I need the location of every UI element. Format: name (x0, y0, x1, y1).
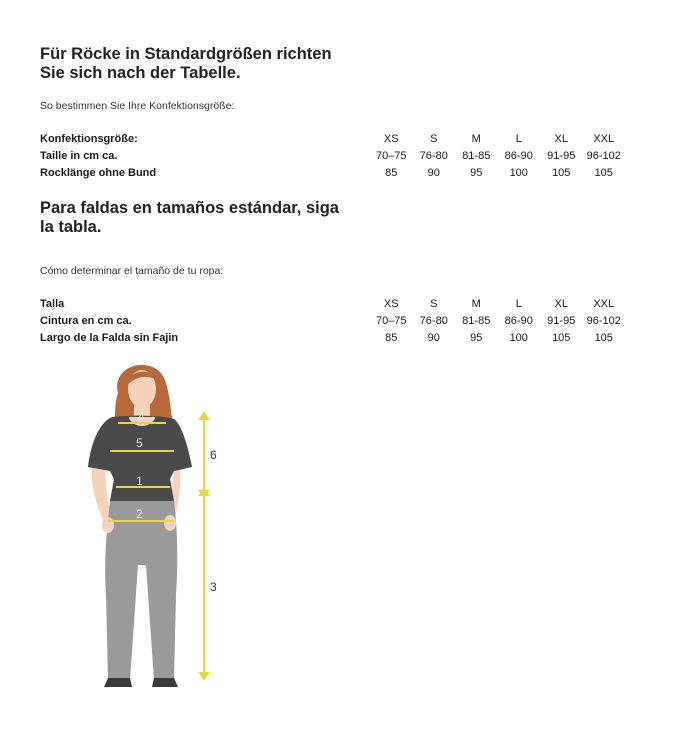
measure-label-4: 4 (138, 410, 145, 424)
size-cell: S (430, 298, 438, 310)
waist-cell: 86-90 (504, 150, 533, 162)
size-cell: L (515, 133, 522, 145)
table-row (40, 330, 625, 347)
measurement-figure (70, 355, 230, 690)
length-cell: 95 (470, 332, 483, 344)
waist-cell: 70–75 (375, 150, 407, 162)
german-title-line-2: Sie sich nach der Tabelle. (40, 64, 241, 82)
row-label: Largo de la Falda sin Fajin (40, 332, 179, 344)
length-cell: 105 (594, 332, 613, 344)
waist-cell: 76-80 (419, 315, 448, 327)
table-row (40, 131, 625, 148)
waist-cell: 86-90 (504, 315, 533, 327)
measure-label-5: 5 (136, 436, 143, 450)
row-label: Konfektionsgröße: (40, 133, 138, 145)
length-cell: 100 (509, 167, 528, 179)
row-label: Talla (40, 298, 65, 310)
waist-cell: 91-95 (547, 315, 576, 327)
length-cell: 100 (509, 332, 528, 344)
length-cell: 85 (385, 332, 398, 344)
spanish-intro: Cómo determinar el tamaño de tu ropa: (40, 265, 224, 277)
row-label: Taille in cm ca. (40, 150, 118, 162)
measure-label-3: 3 (210, 580, 217, 594)
right-shoe (152, 678, 178, 687)
measure-label-1: 1 (136, 474, 143, 488)
size-cell: XL (554, 133, 568, 145)
waist-cell: 70–75 (375, 315, 407, 327)
waist-cell: 96-102 (586, 150, 621, 162)
measure-label-6: 6 (210, 448, 217, 462)
spanish-size-table (40, 296, 625, 347)
german-title (40, 45, 332, 83)
right-hand (164, 515, 176, 531)
size-cell: XS (383, 298, 399, 310)
left-shoe (104, 678, 132, 687)
length-cell: 105 (594, 167, 613, 179)
spanish-title (40, 199, 339, 237)
german-intro: So bestimmen Sie Ihre Konfektionsgröße: (40, 100, 235, 112)
spanish-title-line-2: la tabla. (40, 218, 102, 236)
table-row (40, 313, 625, 330)
size-cell: M (471, 133, 481, 145)
waist-cell: 81-85 (462, 315, 491, 327)
size-cell: XS (383, 133, 399, 145)
table-row (40, 296, 625, 313)
measure-label-2: 2 (136, 507, 143, 521)
length-cell: 105 (552, 167, 571, 179)
spanish-title-line-1: Para faldas en tamaños estándar, siga (40, 199, 339, 217)
arrow-head (200, 673, 208, 679)
table-row (40, 165, 625, 182)
row-label: Cintura en cm ca. (40, 315, 132, 327)
size-cell: M (471, 298, 481, 310)
arrow-head (200, 413, 208, 419)
table-row (40, 148, 625, 165)
length-cell: 90 (427, 167, 440, 179)
waist-cell: 91-95 (547, 150, 576, 162)
arrow-head (200, 491, 208, 497)
waist-cell: 96-102 (586, 315, 621, 327)
row-label: Rocklänge ohne Bund (40, 167, 157, 179)
german-size-table (40, 131, 625, 182)
size-cell: S (430, 133, 438, 145)
german-title-line-1: Für Röcke in Standardgrößen richten (40, 45, 332, 63)
length-cell: 90 (427, 332, 440, 344)
waist-cell: 76-80 (419, 150, 448, 162)
length-cell: 95 (470, 167, 483, 179)
size-cell: L (515, 298, 522, 310)
size-cell: XXL (593, 298, 615, 310)
waist-cell: 81-85 (462, 150, 491, 162)
size-cell: XXL (593, 133, 615, 145)
length-cell: 105 (552, 332, 571, 344)
size-cell: XL (554, 298, 568, 310)
left-hand (102, 517, 114, 533)
length-cell: 85 (385, 167, 398, 179)
